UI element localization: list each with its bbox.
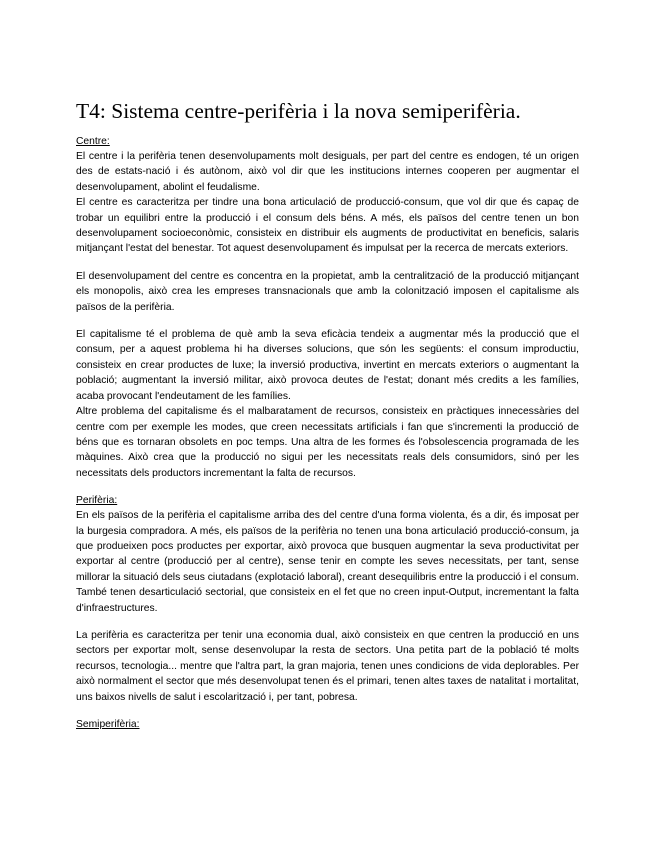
document-page xyxy=(76,0,579,732)
paragraph: El capitalisme té el problema de què amb la seva eficàcia tendeix a augmentar més la producció que el consum, per a aquest problema hi ha diverses solucions, que són les següents: el consum improductiu, consisteix en crear productes de luxe; la inversió productiva, invertint en mercats exteriors o augmentant la població; augmentant la inversió militar, això provoca deutes de l'estat; donant més credits a les famílies, acaba provocant l'endeutament de les famílies. xyxy=(76,329,579,402)
paragraph-gap xyxy=(76,315,579,327)
section-heading-semiperiferia: Semiperifèria: xyxy=(76,719,140,730)
section-periferia xyxy=(76,493,579,705)
paragraph-gap xyxy=(76,257,579,269)
section-heading-periferia: Perifèria: xyxy=(76,495,118,507)
paragraph: El desenvolupament del centre es concentra en la propietat, amb la centralització de la producció mitjançant els monopolis, això crea les empreses transnacionals que amb la colonització imposen el capitalisme als països de la perifèria. xyxy=(76,270,579,313)
paragraph: Altre problema del capitalisme és el malbaratament de recursos, consisteix en pràctiques innecessàries del centre com per exemple les modes, que creen necessitats artificials i fan que s'incrementi la producció de béns que es tornaran obsolets en poc temps. Una altra de les formes és l'obsolescencia programada de les màquines. Això crea que la producció no sigui per les necessitats reals dels consumidors, sinó per les necessitats dels productors incrementant la falta de recursos. xyxy=(76,406,579,479)
section-gap xyxy=(76,481,579,493)
section-heading-centre: Centre: xyxy=(76,136,110,147)
paragraph: El centre es caracteritza per tindre una bona articulació de producció-consum, que vol dir que és capaç de trobar un equilibri entre la producció i el consum dels béns. A més, els països del centre tenen un bon desenvolupament socioeconòmic, consisteix en distribuir els augments de productivitat en beneficis, salaris mitjançant l'estat del benestar. Tot aquest desenvolupament és impulsat per la recerca de mercats exteriors. xyxy=(76,197,579,255)
page-title: T4: Sistema centre-perifèria i la nova semiperifèria. xyxy=(76,99,521,123)
section-centre xyxy=(76,134,579,481)
paragraph: En els països de la perifèria el capitalisme arriba des del centre d'una forma violenta, és a dir, és imposat per la burgesia compradora. A més, els països de la perifèria no tenen una bona articulació producció-consum, ja que produeixen pocs productes per exportar, això provoca que busquen augmentar la seva productivitat per exportar al centre (producció per al centre), sense tenir en compte les seves necessitats, per tant, sense millorar la situació dels seus ciutadans (explotació laboral), creant desequilibris entre la producció i el consum. També tenen desarticulació sectorial, que consisteix en el fet que no creen input-Output, incrementant la falta d'infraestructures. xyxy=(76,510,579,614)
paragraph: La perifèria es caracteritza per tenir una economia dual, això consisteix en que centren la producció en uns sectors per exportar molt, sense desenvolupar la resta de sectors. Una petita part de la població té molts recursos, tecnologia... mentre que l'altra part, la gran majoria, tenen unes condicions de vida deplorables. Per això normalment el sector que més desenvolupat tenen és el primari, tenen altes taxes de natalitat i mortalitat, uns baixos nivells de salut i escolarització i, per tant, pobresa. xyxy=(76,629,579,703)
section-gap xyxy=(76,705,579,717)
paragraph-gap xyxy=(76,616,579,628)
section-semiperiferia xyxy=(76,717,579,732)
paragraph: El centre i la perifèria tenen desenvolupaments molt desiguals, per part del centre es endogen, té un origen des de estats-nació i és autònom, això vol dir que les institucions internes cooperen per augmentar el desenvolupament, abolint el feudalisme. xyxy=(76,151,579,193)
